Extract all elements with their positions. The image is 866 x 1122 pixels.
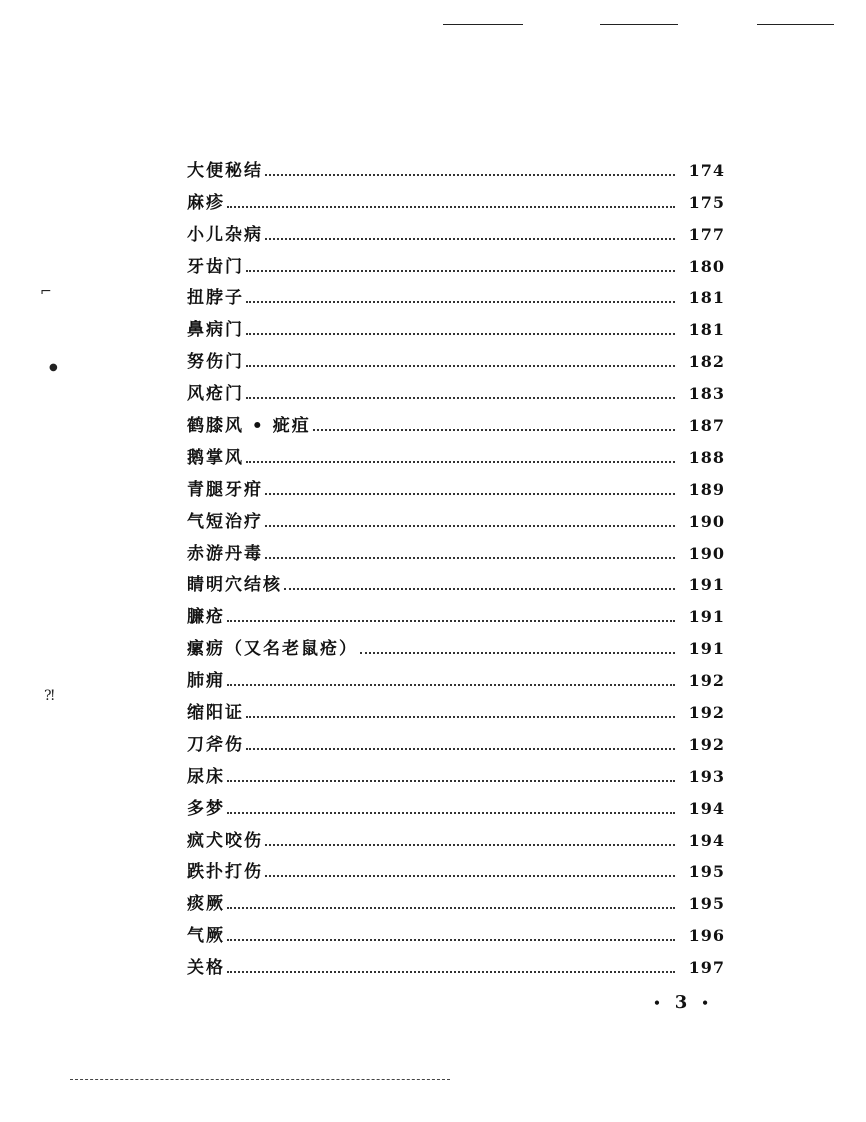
toc-entry-title: 疯犬咬伤 [187,830,263,851]
toc-entry-title: 赤游丹毒 [187,543,263,564]
toc-entry-page: 191 [688,639,725,659]
toc-entry-page: 195 [688,862,725,882]
toc-entry[interactable] [187,852,725,884]
page-number-dot-left: • [653,996,661,1010]
toc-entry-title: 肺痈 [187,671,225,692]
toc-entry-page: 188 [688,447,725,467]
toc-entry-page: 187 [688,416,725,436]
toc-entry-title: 鹅掌风 [187,447,244,468]
toc-entry-title: 小儿杂病 [187,224,263,245]
toc-leader-dots [246,270,675,272]
toc-entry-title: 气短治疗 [187,511,263,532]
toc-entry[interactable] [187,214,725,246]
toc-leader-dots [227,206,675,208]
toc-entry-title: 鹤膝风 • 疵疽 [187,416,311,437]
toc-leader-dots [265,525,675,527]
toc-entry[interactable] [187,182,725,214]
toc-entry[interactable] [187,756,725,788]
toc-entry[interactable] [187,278,725,310]
toc-entry[interactable] [187,309,725,341]
toc-entry-page: 174 [688,160,725,180]
toc-entry-title: 多梦 [187,798,225,819]
page-number [636,992,726,1013]
toc-leader-dots [246,716,675,718]
toc-entry-title: 扭脖子 [187,288,244,309]
toc-entry[interactable] [187,341,725,373]
margin-mark-2: ● [49,362,58,373]
toc-entry-title: 瘰疬（又名老鼠疮） [187,639,358,660]
toc-entry[interactable] [187,788,725,820]
toc-entry[interactable] [187,373,725,405]
toc-leader-dots [284,588,675,590]
toc-entry-page: 175 [688,192,725,212]
toc-entry-page: 194 [688,798,725,818]
toc-entry[interactable] [187,469,725,501]
toc-entry-page: 183 [688,384,725,404]
toc-entry-title: 努伤门 [187,352,244,373]
toc-entry-page: 190 [688,543,725,563]
toc-entry-page: 189 [688,479,725,499]
toc-entry-title: 臁疮 [187,607,225,628]
toc-entry[interactable] [187,883,725,915]
toc-entry-page: 180 [688,256,725,276]
toc-entry-title: 牙齿门 [187,256,244,277]
toc-entry[interactable] [187,947,725,979]
toc-leader-dots [265,238,675,240]
toc-entry[interactable] [187,405,725,437]
toc-leader-dots [246,333,675,335]
toc-entry-page: 177 [688,224,725,244]
toc-entry-title: 刀斧伤 [187,734,244,755]
toc-entry[interactable] [187,533,725,565]
toc-entry-page: 191 [688,607,725,627]
toc-leader-dots [265,174,675,176]
toc-leader-dots [246,461,675,463]
toc-entry[interactable] [187,660,725,692]
toc-entry-page: 192 [688,703,725,723]
toc-entry-page: 196 [688,926,725,946]
toc-leader-dots [227,812,675,814]
toc-entry[interactable] [187,246,725,278]
toc-entry-page: 195 [688,894,725,914]
toc-entry-page: 197 [688,958,725,978]
margin-mark-3: ⁈ [44,688,55,704]
toc-leader-dots [265,493,675,495]
bottom-rule [70,1079,450,1080]
toc-entry-title: 睛明穴结核 [187,575,282,596]
toc-leader-dots [360,652,675,654]
toc-entry[interactable] [187,915,725,947]
toc-entry[interactable] [187,692,725,724]
page-number-value: 3 [674,992,688,1013]
top-rule-2 [600,24,678,25]
page-number-dot-right: • [701,996,709,1010]
toc-leader-dots [246,301,675,303]
toc-entry-page: 190 [688,511,725,531]
top-rule-3 [757,24,834,25]
toc-leader-dots [265,844,675,846]
toc-leader-dots [246,748,675,750]
toc-entry-title: 关格 [187,958,225,979]
toc-entry-title: 麻疹 [187,192,225,213]
toc-leader-dots [227,939,675,941]
toc-entry[interactable] [187,150,725,182]
toc-leader-dots [227,780,675,782]
toc-entry-page: 181 [688,320,725,340]
table-of-contents [187,150,725,979]
toc-entry-page: 182 [688,352,725,372]
toc-entry-title: 缩阳证 [187,703,244,724]
toc-entry-page: 194 [688,830,725,850]
toc-entry-page: 193 [688,766,725,786]
toc-entry[interactable] [187,628,725,660]
toc-leader-dots [246,397,675,399]
toc-entry-page: 191 [688,575,725,595]
toc-leader-dots [265,875,675,877]
toc-entry-title: 痰厥 [187,894,225,915]
toc-entry-page: 181 [688,288,725,308]
toc-leader-dots [246,365,675,367]
toc-entry-title: 风疮门 [187,384,244,405]
toc-leader-dots [313,429,675,431]
toc-entry[interactable] [187,437,725,469]
toc-entry-title: 鼻病门 [187,320,244,341]
toc-leader-dots [227,684,675,686]
top-rule-1 [443,24,523,25]
toc-entry-title: 跌扑打伤 [187,862,263,883]
toc-entry-title: 大便秘结 [187,160,263,181]
toc-entry[interactable] [187,501,725,533]
margin-mark-1: ⌐ [40,284,52,300]
toc-entry-page: 192 [688,671,725,691]
toc-entry[interactable] [187,565,725,597]
toc-leader-dots [227,620,675,622]
toc-entry[interactable] [187,724,725,756]
toc-entry-title: 尿床 [187,766,225,787]
toc-entry[interactable] [187,596,725,628]
toc-entry-title: 青腿牙疳 [187,479,263,500]
toc-leader-dots [227,907,675,909]
toc-leader-dots [265,557,675,559]
toc-leader-dots [227,971,675,973]
toc-entry-title: 气厥 [187,926,225,947]
toc-entry-page: 192 [688,734,725,754]
toc-entry[interactable] [187,820,725,852]
